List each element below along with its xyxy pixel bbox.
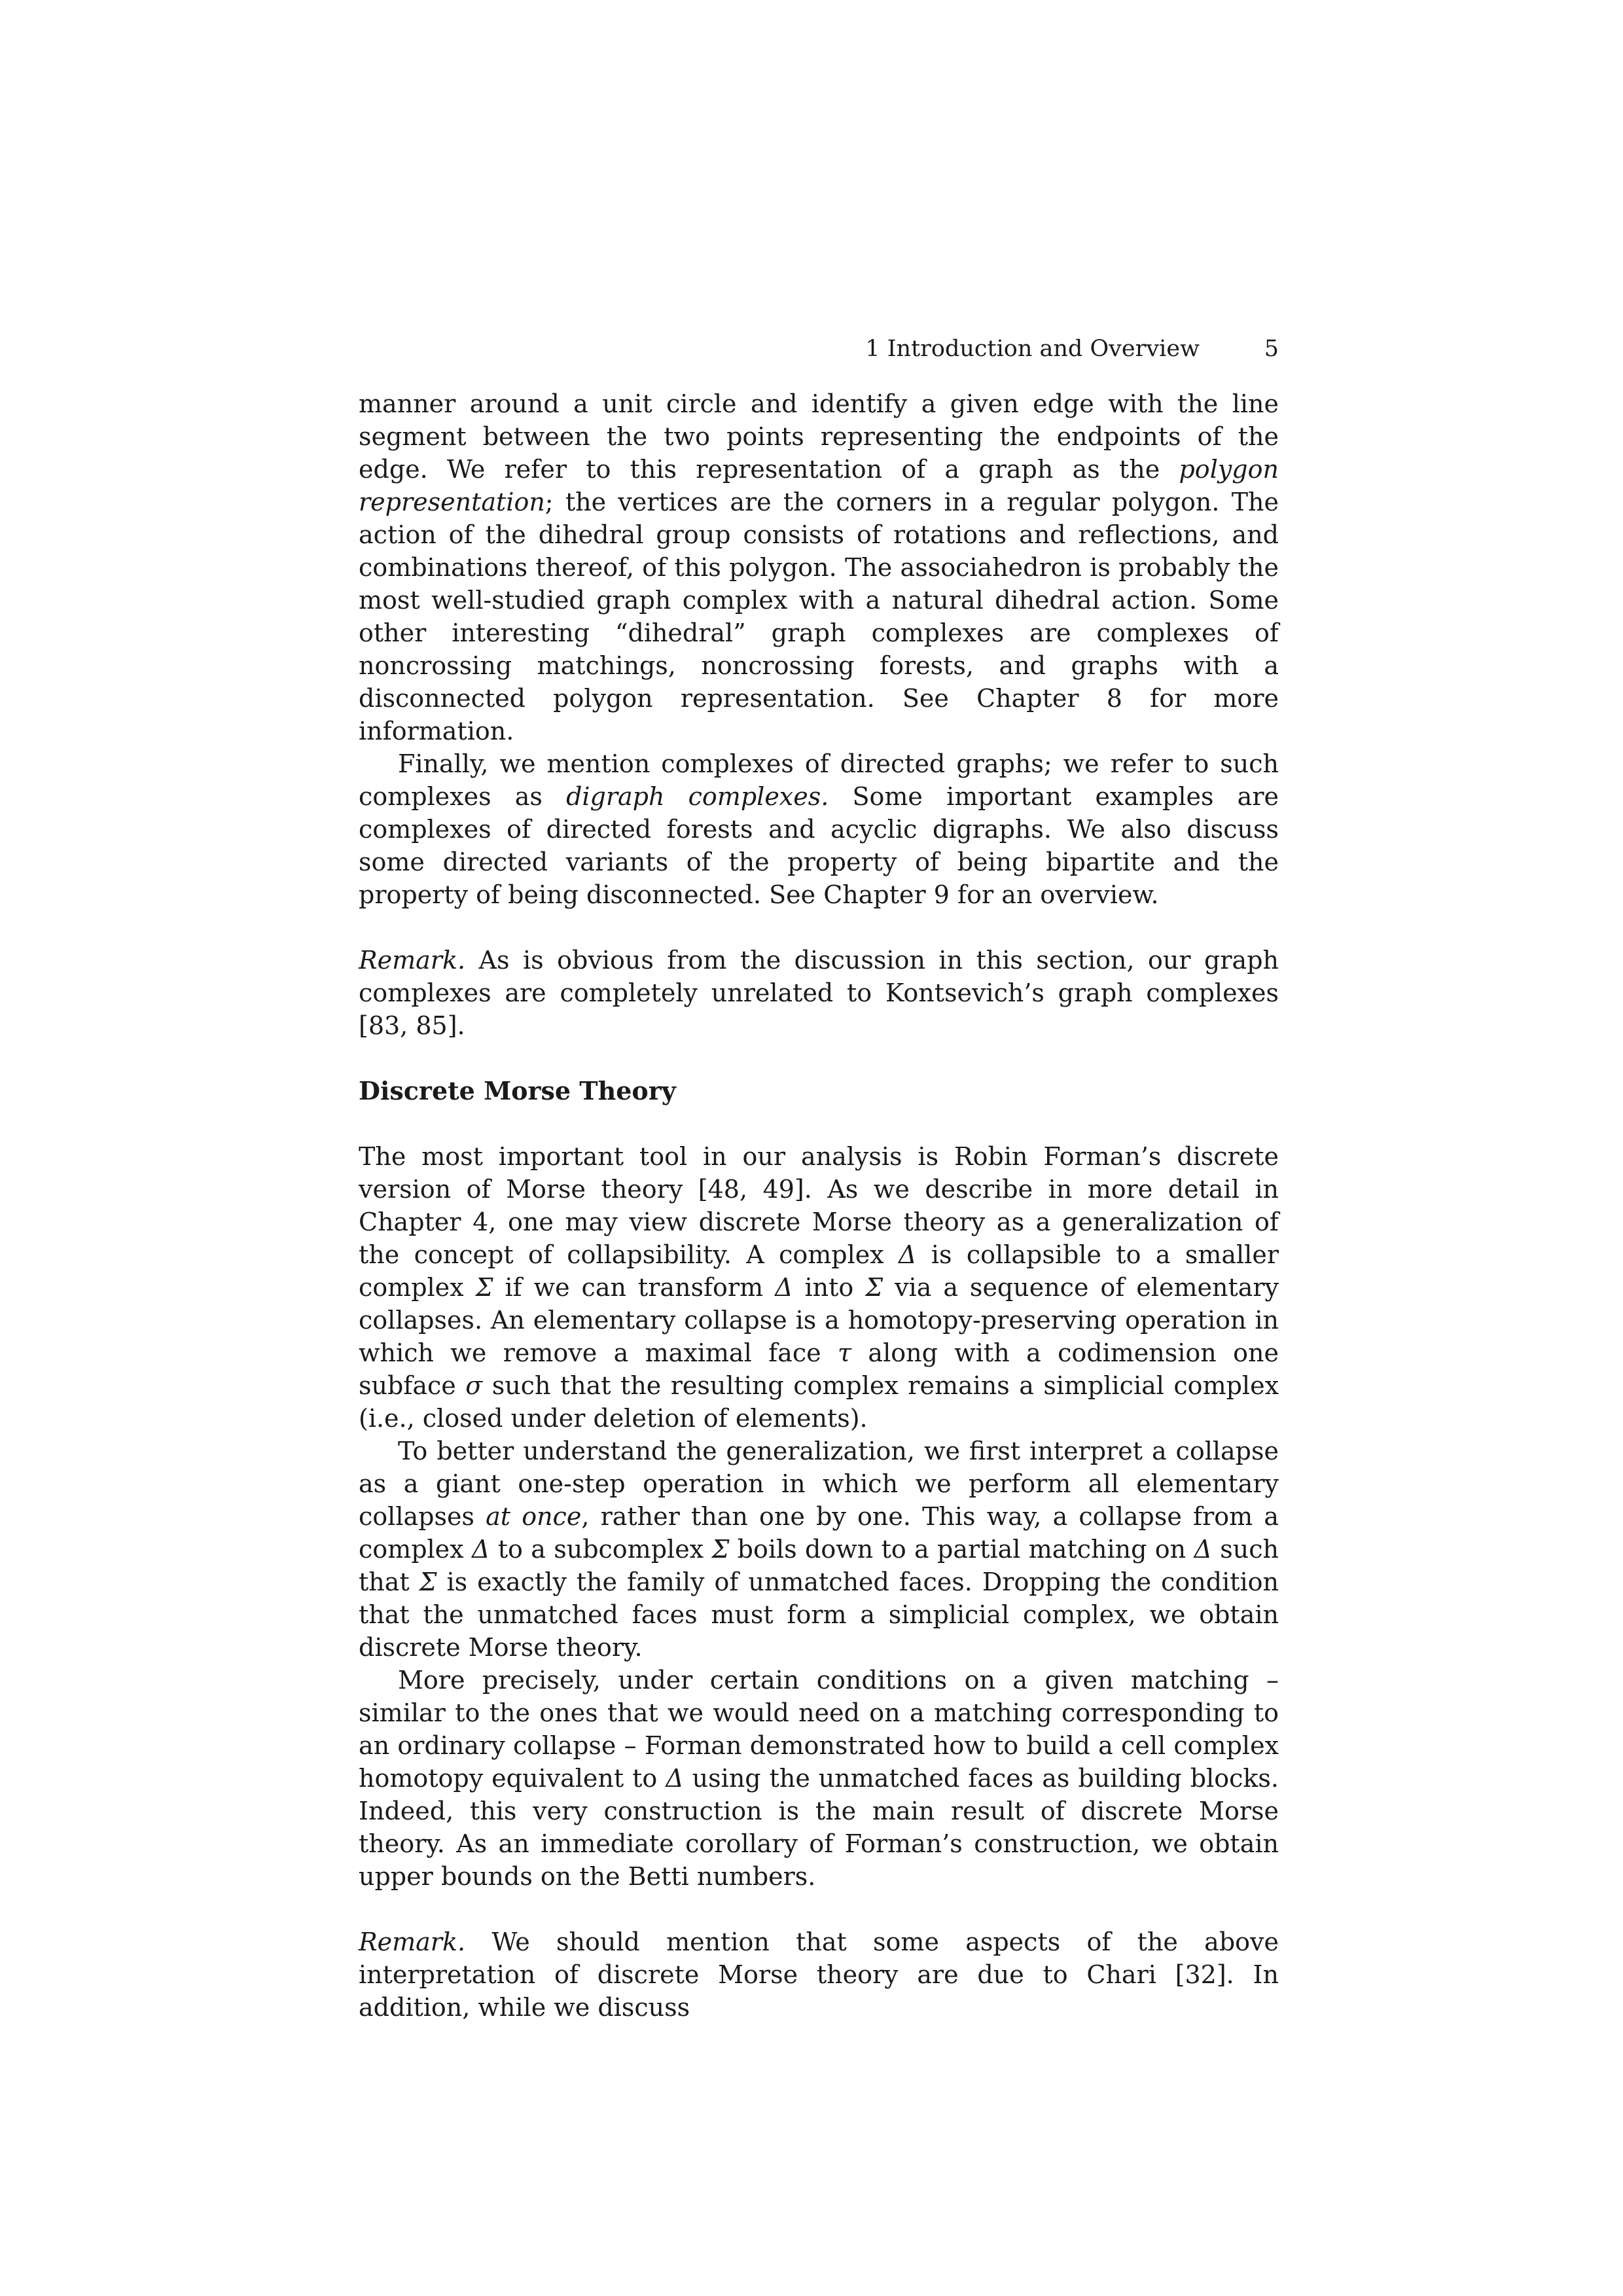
emphasis: polygon representation bbox=[359, 455, 1279, 516]
math-symbol: Σ bbox=[865, 1273, 883, 1302]
page-number: 5 bbox=[1264, 336, 1279, 362]
math-symbol: Δ bbox=[775, 1273, 793, 1302]
text-run: ; the vertices are the corners in a regular polygon. The action of the dihedral group consists of rotations and reflections, and combinations thereof, of this polygon. The associahedron is probably the most well-studied graph complex with a natural dihedral action. Some other interesting “dihedral” graph complexes are complexes of noncrossing matchings, noncrossing forests, and graphs with a disconnected polygon representation. See Chapter 8 for more information. bbox=[359, 488, 1279, 745]
text-run: We should mention that some aspects of the above interpretation of discrete Morse theory are due to Chari [32]. In addition, while we discuss bbox=[359, 1928, 1279, 2022]
paragraph-forman-morse bbox=[359, 1140, 1279, 1435]
text-run: is collapsible to a smaller complex bbox=[359, 1240, 1279, 1302]
running-head-title: 1 Introduction and Overview bbox=[865, 336, 1200, 362]
text-run: As is obvious from the discussion in this section, our graph complexes are completely unrelated to Kontsevich’s graph complexes [83, 85]. bbox=[359, 946, 1279, 1040]
body-text bbox=[359, 387, 1279, 2024]
section-heading: Discrete Morse Theory bbox=[359, 1076, 676, 1105]
text-run: is exactly the family of unmatched faces. Dropping the condition that the unmatched faces must form a simplicial complex, we obtain discrete Morse theory. bbox=[359, 1568, 1279, 1662]
text-run: such that the resulting complex remains a simplicial complex (i.e., closed under deletion of elements). bbox=[359, 1371, 1279, 1433]
text-run: via a sequence of elementary collapses. An elementary collapse is a homotopy-preserving operation in which we remove a maximal face bbox=[359, 1273, 1279, 1367]
paragraph-cell-complex bbox=[359, 1664, 1279, 1893]
remark-label: Remark. bbox=[359, 946, 466, 975]
text-run: along with a codimension one subface bbox=[359, 1338, 1279, 1400]
math-symbol: Σ bbox=[711, 1535, 730, 1564]
text-run: manner around a unit circle and identify a given edge with the line segment between the two points representing the endpoints of the edge. We refer to this representation of a graph as the bbox=[359, 389, 1279, 484]
text-run: To better understand the generalization, we first interpret a collapse as a giant one-step operation in which we perform all elementary collapses bbox=[359, 1437, 1279, 1531]
text-run: The most important tool in our analysis is Robin Forman’s discrete version of Morse theory [48, 49]. As we describe in more detail in Chapter 4, one may view discrete Morse theory as a generalization of the concept of collapsibility. A complex bbox=[359, 1142, 1279, 1269]
math-symbol: Σ bbox=[475, 1273, 493, 1302]
text-run: Some important examples are complexes of directed forests and acyclic digraphs. We also discuss some directed variants of the property of being bipartite and the property of being disconnected. See Chapter 9 for an overview. bbox=[359, 782, 1279, 909]
emphasis: digraph complexes. bbox=[566, 782, 829, 811]
text-run: More precisely, under certain conditions on a given matching – similar to the ones that we would need on a matching corresponding to an ordinary collapse – Forman demonstrated how to build a cell complex homotopy equivalent to bbox=[359, 1666, 1279, 1793]
text-run: , rather than one by one. This way, a collapse from a complex bbox=[359, 1502, 1279, 1564]
math-symbol: Δ bbox=[1194, 1535, 1212, 1564]
math-symbol: Δ bbox=[666, 1764, 684, 1793]
paragraph-digraph-complexes bbox=[359, 747, 1279, 911]
paragraph-generalization bbox=[359, 1435, 1279, 1664]
remark-kontsevich bbox=[359, 944, 1279, 1042]
math-symbol: Σ bbox=[419, 1568, 437, 1596]
remark-chari bbox=[359, 1926, 1279, 2024]
math-symbol: Δ bbox=[471, 1535, 490, 1564]
text-run: if we can transform bbox=[493, 1273, 776, 1302]
running-head bbox=[359, 332, 1279, 365]
text-run: boils down to a partial matching on bbox=[729, 1535, 1194, 1564]
text-run: to a subcomplex bbox=[490, 1535, 712, 1564]
text-run: Finally, we mention complexes of directed graphs; we refer to such complexes as bbox=[359, 749, 1279, 811]
remark-label: Remark. bbox=[359, 1928, 466, 1956]
text-run: into bbox=[793, 1273, 866, 1302]
math-symbol: τ bbox=[838, 1338, 852, 1367]
emphasis: at once bbox=[486, 1502, 582, 1531]
paragraph-polygon-representation bbox=[359, 387, 1279, 747]
page bbox=[359, 0, 1279, 2296]
math-symbol: σ bbox=[465, 1371, 483, 1400]
text-run: such that bbox=[359, 1535, 1279, 1596]
text-run: using the unmatched faces as building blocks. Indeed, this very construction is the main result of discrete Morse theory. As an immediate corollary of Forman’s construction, we obtain upper bounds on the Betti numbers. bbox=[359, 1764, 1279, 1891]
math-symbol: Δ bbox=[899, 1240, 917, 1269]
